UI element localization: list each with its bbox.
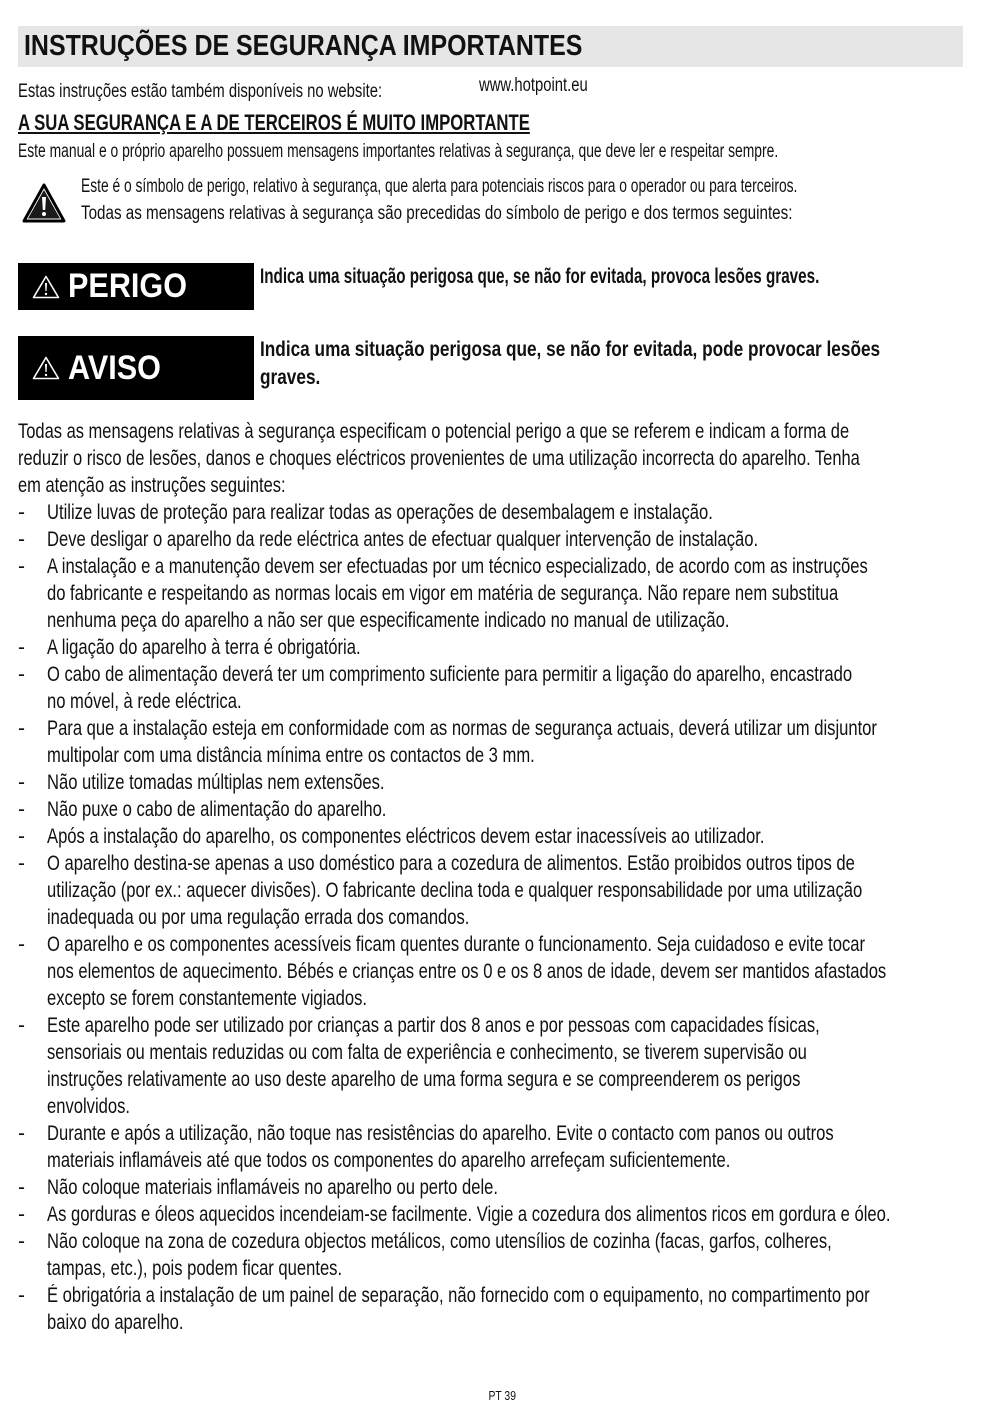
rule-line: O aparelho destina-se apenas a uso doméstico para a cozedura de alimentos. Estão proibidos outros tipos de — [47, 852, 855, 875]
rule-line: no móvel, à rede eléctrica. — [47, 690, 242, 713]
rule-line: As gorduras e óleos aquecidos incendeiam-se facilmente. Vigie a cozedura dos alimentos ricos em gordura e óleo. — [47, 1203, 891, 1226]
safety-rule — [18, 1012, 963, 1120]
website-line — [18, 75, 963, 103]
rule-line: A ligação do aparelho à terra é obrigatória. — [47, 636, 361, 659]
bullet-dash: - — [18, 1203, 25, 1226]
safety-body — [18, 418, 963, 1336]
bullet-dash: - — [18, 1230, 25, 1253]
bullet-dash: - — [18, 528, 25, 551]
rule-line: nos elementos de aquecimento. Bébés e crianças entre os 0 e os 8 anos de idade, devem ser mantidos afastados — [47, 960, 887, 983]
bullet-dash: - — [18, 555, 25, 578]
aviso-description-line: Indica uma situação perigosa que, se não for evitada, pode provocar lesões — [260, 338, 881, 361]
rule-line: Para que a instalação esteja em conformidade com as normas de segurança actuais, deverá utilizar um disjuntor — [47, 717, 877, 740]
safety-rule — [18, 1174, 963, 1201]
bullet-dash: - — [18, 663, 25, 686]
rule-line: instruções relativamente ao uso deste aparelho de uma forma segura e se compreenderem os perigos — [47, 1068, 801, 1091]
rule-line: Deve desligar o aparelho da rede eléctrica antes de efectuar qualquer intervenção de instalação. — [47, 528, 759, 551]
rule-line: Durante e após a utilização, não toque nas resistências do aparelho. Evite o contacto com panos ou outros — [47, 1122, 834, 1145]
rule-line: sensoriais ou mentais reduzidas ou com falta de experiência e conhecimento, se tiverem supervisão ou — [47, 1041, 807, 1064]
safety-rule — [18, 769, 963, 796]
rule-line: Não coloque na zona de cozedura objectos metálicos, como utensílios de cozinha (facas, garfos, colheres, — [47, 1230, 832, 1253]
safety-rule — [18, 661, 963, 715]
symbol-text-line: Todas as mensagens relativas à segurança são precedidas do símbolo de perigo e dos termos seguintes: — [81, 203, 793, 224]
bullet-dash: - — [18, 501, 25, 524]
symbol-text-line: Este é o símbolo de perigo, relativo à segurança, que alerta para potenciais riscos para o operador ou para terceiros. — [81, 176, 798, 197]
safety-rule — [18, 1282, 963, 1336]
bullet-dash: - — [18, 636, 25, 659]
rule-line: Não coloque materiais inflamáveis no aparelho ou perto dele. — [47, 1176, 498, 1199]
aviso-word: AVISO — [68, 348, 161, 387]
general-paragraph — [18, 418, 963, 499]
rule-line: inadequada ou por uma regulação errada dos comandos. — [47, 906, 470, 929]
rule-line: excepto se forem constantemente vigiados. — [47, 987, 367, 1010]
bullet-dash: - — [18, 933, 25, 956]
aviso-label — [18, 336, 254, 400]
bullet-dash: - — [18, 717, 25, 740]
perigo-label — [18, 263, 254, 310]
page-title: INSTRUÇÕES DE SEGURANÇA IMPORTANTES — [24, 30, 583, 62]
rule-line: materiais inflamáveis até que todos os componentes do aparelho arrefeçam suficientemente. — [47, 1149, 731, 1172]
safety-page — [18, 26, 963, 1357]
rule-line: Não utilize tomadas múltiplas nem extensões. — [47, 771, 385, 794]
perigo-description — [260, 263, 1005, 291]
bullet-dash: - — [18, 771, 25, 794]
rule-line: A instalação e a manutenção devem ser efectuadas por um técnico especializado, de acordo com as instruções — [47, 555, 868, 578]
rule-line: Após a instalação do aparelho, os componentes eléctricos devem estar inacessíveis ao utilizador. — [47, 825, 765, 848]
safety-rule — [18, 715, 963, 769]
paragraph-line: em atenção as instruções seguintes: — [18, 474, 286, 497]
paragraph-line: reduzir o risco de lesões, danos e choques eléctricos provenientes de uma utilização incorrecta do aparelho. Tenha — [18, 447, 860, 470]
bullet-dash: - — [18, 1284, 25, 1307]
title-bar — [18, 26, 963, 67]
warning-triangle-icon — [22, 183, 66, 223]
bullet-dash: - — [18, 1014, 25, 1037]
bullet-dash: - — [18, 1122, 25, 1145]
aviso-row — [18, 336, 963, 400]
safety-rule — [18, 796, 963, 823]
danger-symbol-explanation — [18, 173, 963, 231]
warning-triangle-icon — [32, 275, 60, 299]
rule-line: envolvidos. — [47, 1095, 130, 1118]
rule-line: utilização (por ex.: aquecer divisões). O fabricante declina toda e qualquer responsabilidade por uma utilização — [47, 879, 863, 902]
paragraph-line: Todas as mensagens relativas à segurança especificam o potencial perigo a que se referem e indicam a forma de — [18, 420, 850, 443]
safety-rule — [18, 499, 963, 526]
rule-line: tampas, etc.), pois podem ficar quentes. — [47, 1257, 343, 1280]
safety-rule — [18, 1201, 963, 1228]
perigo-description-text: Indica uma situação perigosa que, se não for evitada, provoca lesões graves. — [260, 265, 820, 288]
bullet-dash: - — [18, 1176, 25, 1199]
rule-line: multipolar com uma distância mínima entre os contactos de 3 mm. — [47, 744, 535, 767]
rule-line: Utilize luvas de proteção para realizar todas as operações de desembalagem e instalação. — [47, 501, 713, 524]
page-number-text: PT 39 — [488, 1388, 517, 1403]
symbol-text — [81, 173, 1005, 227]
rule-line: Não puxe o cabo de alimentação do aparelho. — [47, 798, 387, 821]
rule-line: É obrigatória a instalação de um painel de separação, não fornecido com o equipamento, no compartimento por — [47, 1284, 870, 1307]
bullet-dash: - — [18, 852, 25, 875]
perigo-word: PERIGO — [68, 267, 188, 305]
aviso-description — [260, 336, 1005, 392]
safety-rule — [18, 526, 963, 553]
page-number — [0, 1388, 1005, 1403]
website-label: Estas instruções estão também disponíveis no website: — [18, 81, 383, 102]
website-link[interactable]: www.hotpoint.eu — [479, 75, 588, 96]
safety-rule — [18, 634, 963, 661]
safety-rule — [18, 850, 963, 931]
rule-line: Este aparelho pode ser utilizado por crianças a partir dos 8 anos e por pessoas com capacidades físicas, — [47, 1014, 820, 1037]
rule-line: O aparelho e os componentes acessíveis ficam quentes durante o funcionamento. Seja cuidadoso e evite tocar — [47, 933, 866, 956]
safety-rule — [18, 823, 963, 850]
safety-rule — [18, 553, 963, 634]
rule-line: do fabricante e respeitando as normas locais em vigor em matéria de segurança. Não repare nem substitua — [47, 582, 839, 605]
warning-triangle-icon — [32, 356, 60, 380]
safety-rule — [18, 1228, 963, 1282]
safety-rule — [18, 1120, 963, 1174]
bullet-dash: - — [18, 825, 25, 848]
safety-rules-list — [18, 499, 963, 1336]
safety-rule — [18, 931, 963, 1012]
bullet-dash: - — [18, 798, 25, 821]
rule-line: baixo do aparelho. — [47, 1311, 184, 1334]
rule-line: O cabo de alimentação deverá ter um comprimento suficiente para permitir a ligação do aparelho, encastrado — [47, 663, 853, 686]
perigo-row — [18, 263, 963, 311]
rule-line: nenhuma peça do aparelho a não ser que especificamente indicado no manual de utilização. — [47, 609, 730, 632]
intro-text: Este manual e o próprio aparelho possuem mensagens importantes relativas à segurança, que deve ler e respeitar sempre. — [18, 141, 779, 162]
aviso-description-line: graves. — [260, 366, 321, 389]
section-subheading: A SUA SEGURANÇA E A DE TERCEIROS É MUITO IMPORTANTE — [18, 110, 530, 135]
